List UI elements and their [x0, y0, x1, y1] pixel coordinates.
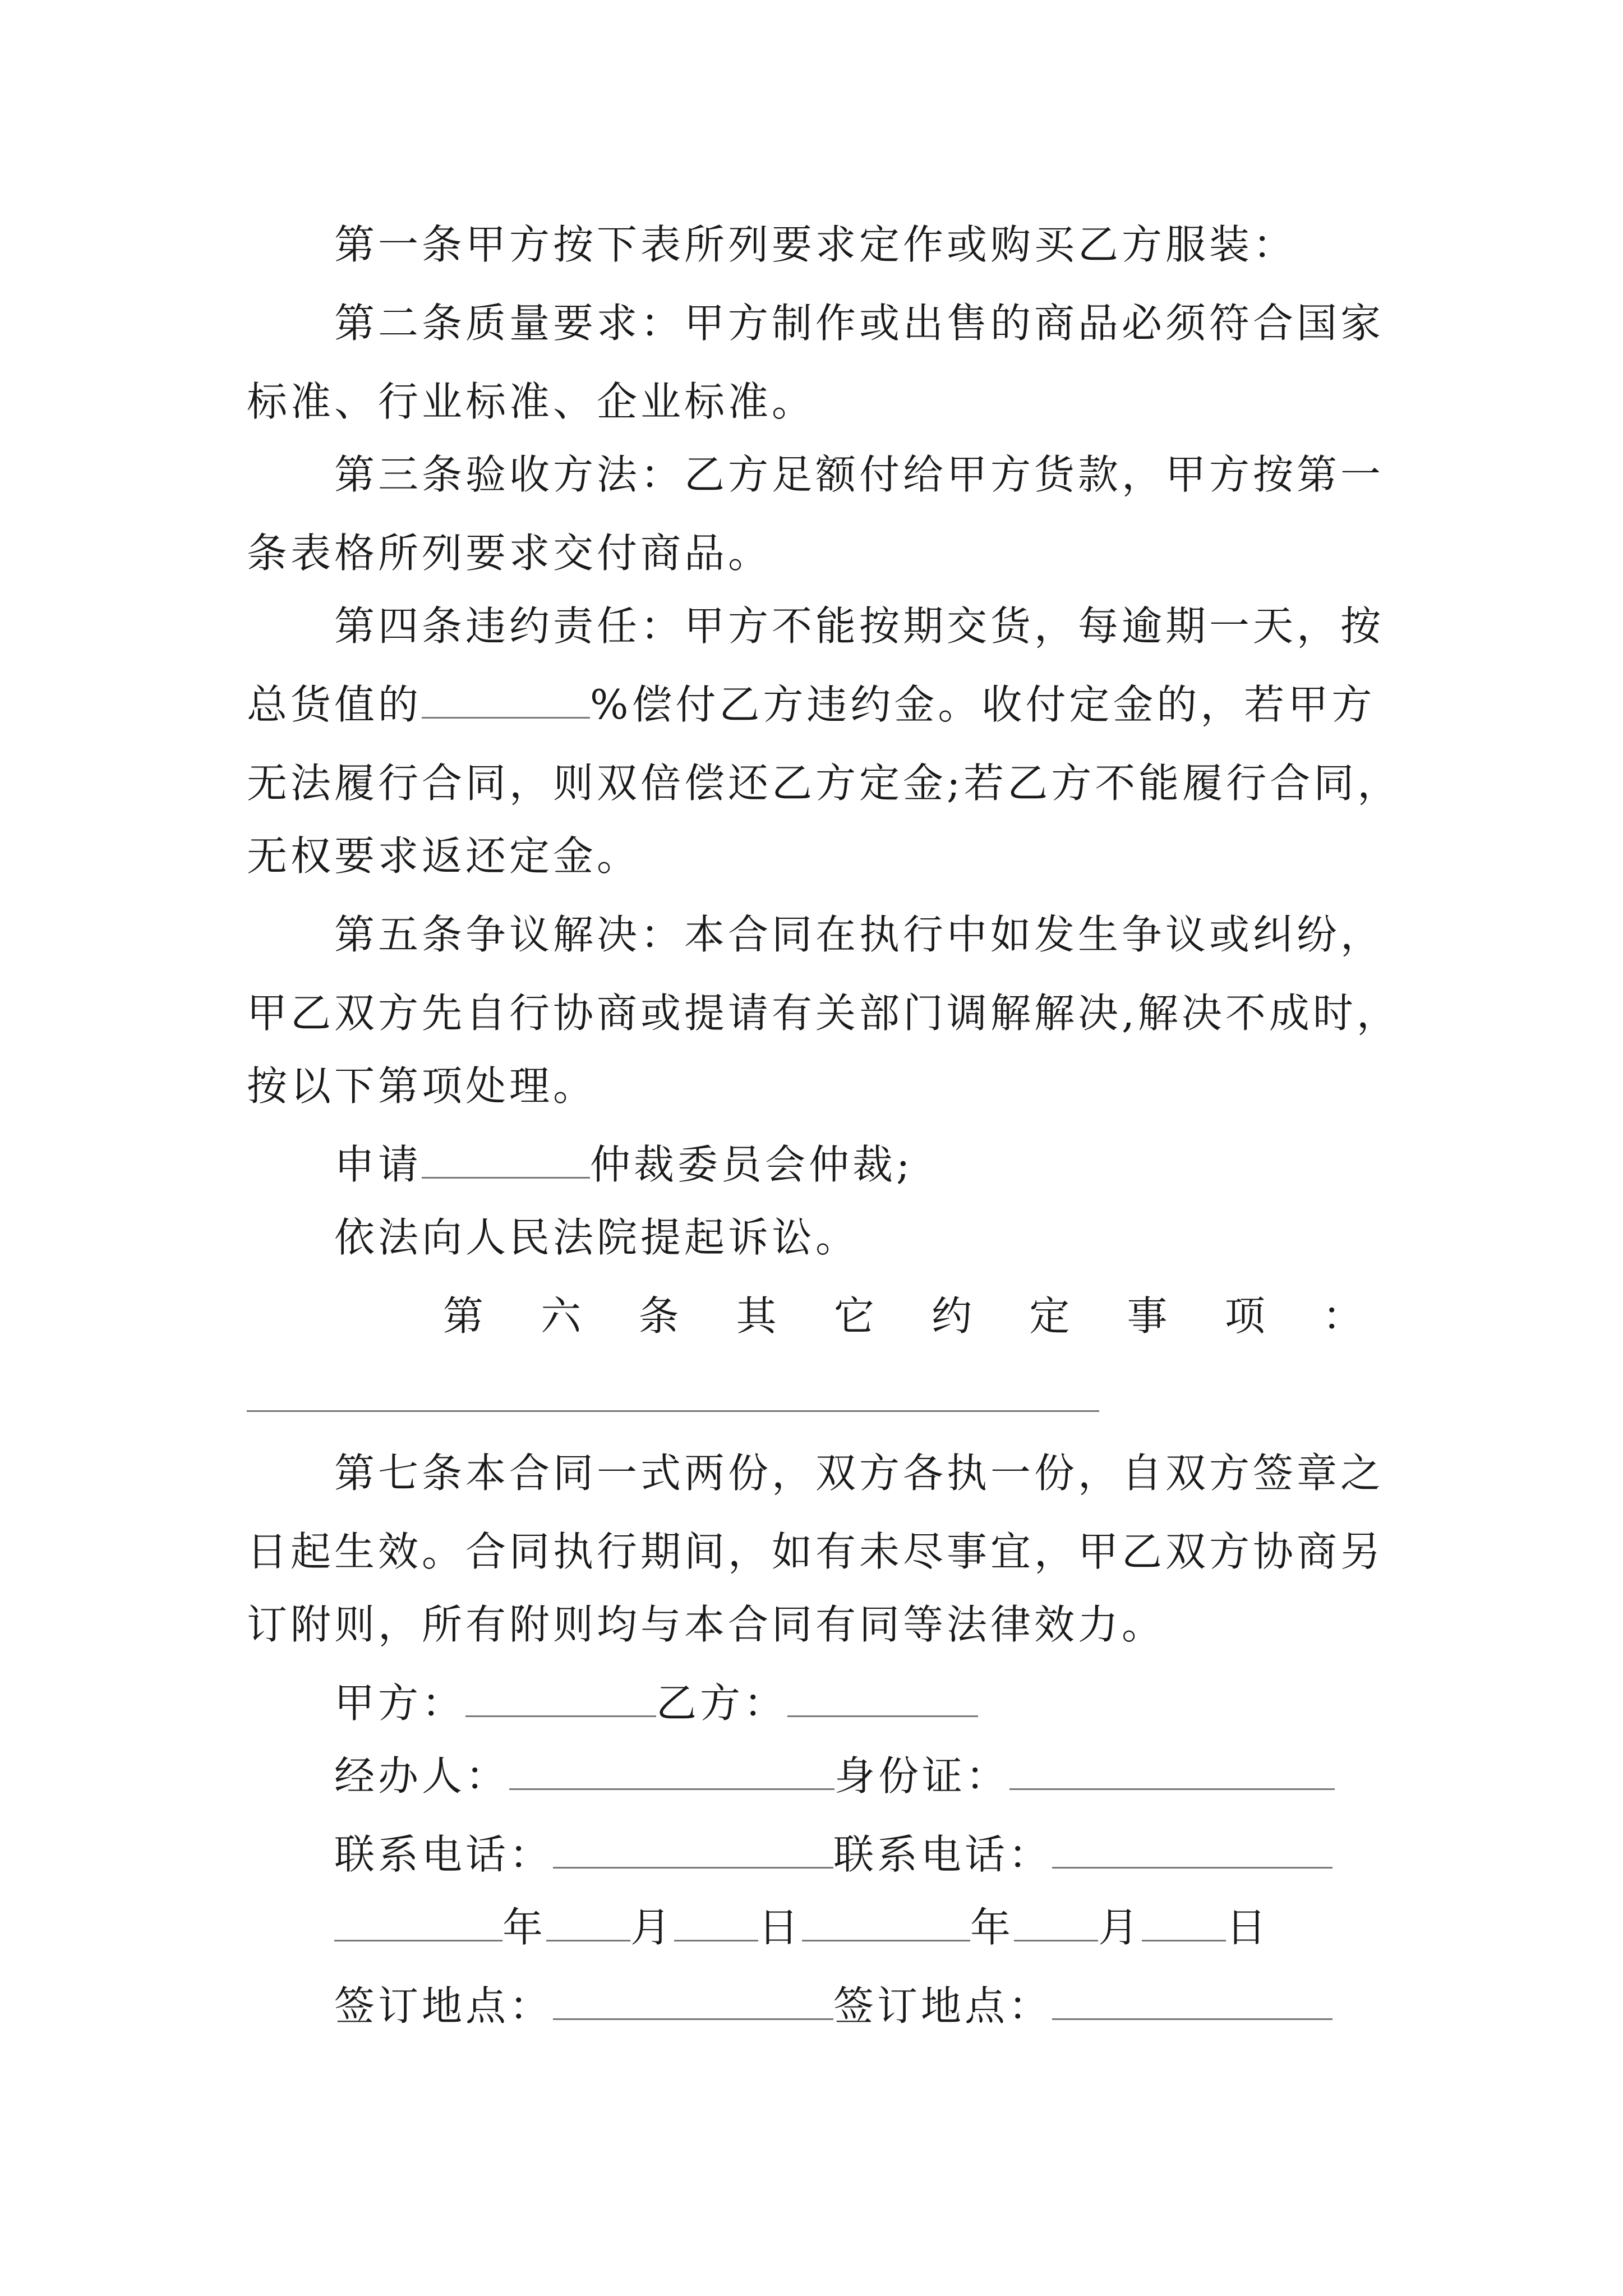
party-row — [334, 1675, 978, 1731]
article-4-line-1: 第四条违约责任：甲方不能按期交货，每逾期一天，按 — [334, 602, 1385, 650]
phone-row — [334, 1826, 1332, 1883]
phone-b-blank[interactable] — [1052, 1834, 1332, 1869]
article-6-char: 项 — [1224, 1292, 1265, 1340]
phone-a-label: 联系电话： — [334, 1831, 554, 1878]
article-5-line-2: 甲乙双方先自行协商或提请有关部门调解解决,解决不成时， — [247, 990, 1400, 1037]
day-a-blank[interactable] — [674, 1907, 758, 1941]
phone-a-blank[interactable] — [553, 1834, 833, 1869]
arbitration-committee-blank[interactable] — [422, 1144, 590, 1179]
agent-blank[interactable] — [509, 1756, 834, 1790]
day-a-label: 日 — [758, 1904, 803, 1951]
article-6-char: 六 — [541, 1292, 582, 1340]
article-2-line-2: 标准、行业标准、企业标准。 — [247, 378, 816, 425]
party-b-blank[interactable] — [787, 1683, 978, 1717]
month-b-label: 月 — [1098, 1904, 1142, 1951]
day-b-blank[interactable] — [1142, 1907, 1226, 1941]
day-b-label: 日 — [1226, 1904, 1270, 1951]
article-6-char: 其 — [736, 1292, 777, 1340]
article-2-line-1: 第二条质量要求：甲方制作或出售的商品必须符合国家 — [334, 300, 1385, 347]
id-card-blank[interactable] — [1009, 1756, 1335, 1790]
agent-label: 经办人： — [334, 1752, 510, 1800]
agent-row — [334, 1748, 1335, 1804]
arbitration-prefix: 申请 — [334, 1141, 422, 1188]
place-b-label: 签订地点： — [833, 1982, 1053, 2030]
article-6-char: 它 — [833, 1292, 874, 1340]
article-6-char: 条 — [638, 1292, 679, 1340]
year-a-label: 年 — [502, 1904, 547, 1951]
place-a-label: 签订地点： — [334, 1982, 554, 2030]
article-1: 第一条甲方按下表所列要求定作或购买乙方服装： — [334, 221, 1297, 268]
article-4-line-2 — [247, 677, 1375, 733]
phone-b-label: 联系电话： — [833, 1831, 1053, 1878]
month-b-blank[interactable] — [1014, 1907, 1098, 1941]
place-a-blank[interactable] — [553, 1986, 833, 2020]
article-6-heading — [443, 1288, 1363, 1344]
article-4-line-2-prefix: 总货值的 — [247, 681, 422, 728]
article-4-line-3: 无法履行合同，则双倍偿还乙方定金;若乙方不能履行合同， — [247, 760, 1401, 807]
article-6-char: 第 — [443, 1292, 484, 1340]
article-4-line-4: 无权要求返还定金。 — [247, 832, 641, 880]
id-card-label: 身份证： — [834, 1752, 1010, 1800]
article-6-char: 约 — [932, 1292, 972, 1340]
month-a-blank[interactable] — [546, 1907, 630, 1941]
year-b-label: 年 — [970, 1904, 1015, 1951]
article-6-char: ： — [1322, 1292, 1363, 1340]
penalty-percent-blank[interactable] — [422, 684, 590, 719]
article-5-option-1 — [334, 1137, 913, 1193]
article-3-line-1: 第三条验收方法：乙方足额付给甲方货款，甲方按第一 — [334, 451, 1385, 498]
place-b-blank[interactable] — [1052, 1986, 1332, 2020]
article-4-line-2-suffix: %偿付乙方违约金。收付定金的，若甲方 — [590, 681, 1376, 728]
arbitration-suffix: 仲裁委员会仲裁; — [590, 1141, 914, 1188]
article-7-line-2: 日起生效。合同执行期间，如有未尽事宜，甲乙双方协商另 — [247, 1528, 1385, 1575]
article-5-line-3: 按以下第项处理。 — [247, 1062, 597, 1110]
month-a-label: 月 — [630, 1904, 675, 1951]
article-5-option-2: 依法向人民法院提起诉讼。 — [334, 1214, 860, 1261]
place-row — [334, 1978, 1332, 2034]
party-a-label: 甲方： — [334, 1680, 466, 1727]
article-6-char: 定 — [1029, 1292, 1070, 1340]
year-a-blank[interactable] — [334, 1907, 502, 1941]
other-terms-blank[interactable] — [247, 1410, 1099, 1412]
article-7-line-1: 第七条本合同一式两份，双方各执一份，自双方签章之 — [334, 1450, 1385, 1497]
article-3-line-2: 条表格所列要求交付商品。 — [247, 530, 772, 577]
article-5-line-1: 第五条争议解决：本合同在执行中如发生争议或纠纷， — [334, 911, 1385, 958]
article-6-char: 事 — [1127, 1292, 1168, 1340]
year-b-blank[interactable] — [802, 1907, 970, 1941]
party-b-label: 乙方： — [656, 1680, 788, 1727]
party-a-blank[interactable] — [465, 1683, 656, 1717]
article-7-line-3: 订附则，所有附则均与本合同有同等法律效力。 — [247, 1601, 1166, 1648]
date-row — [334, 1899, 1270, 1955]
